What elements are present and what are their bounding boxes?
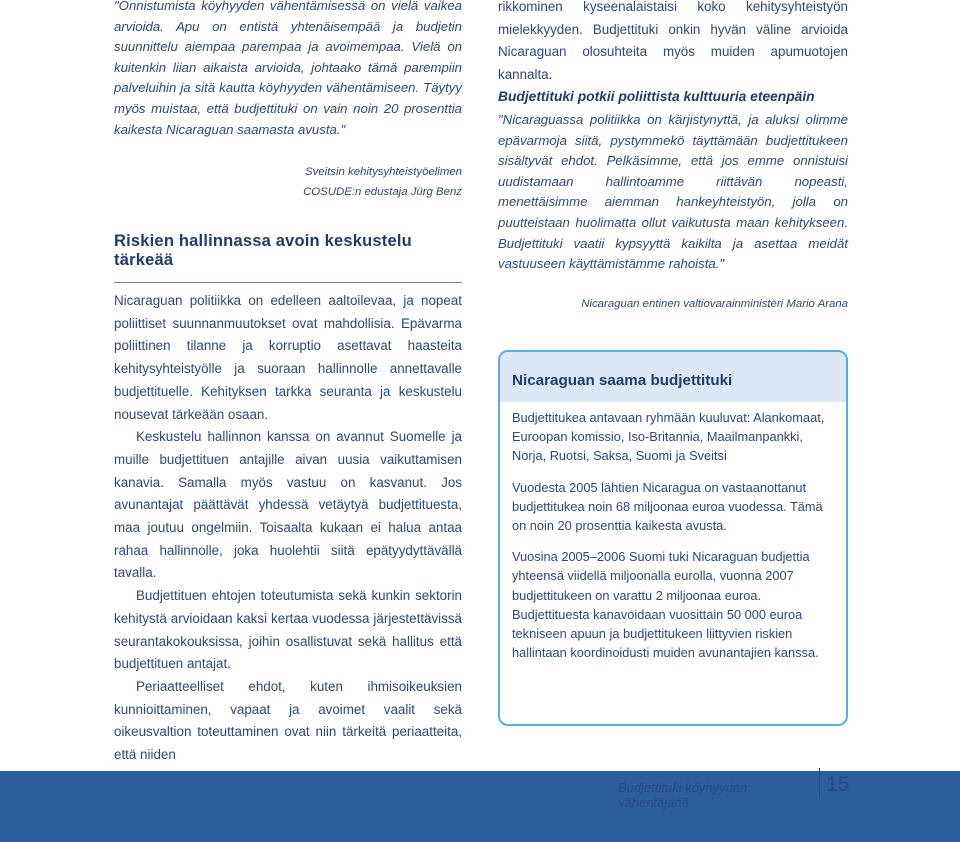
attribution-line-1: Sveitsin kehitysyhteistyöelimen xyxy=(304,166,462,178)
section-heading: Riskien hallinnassa avoin keskustelu tärkeää xyxy=(114,232,462,283)
running-title: Budjettituki köyhyyden vähentäjänä xyxy=(618,780,748,810)
sub-heading: Budjettituki potkii poliittista kulttuuria eteenpäin xyxy=(498,89,815,104)
budget-support-infobox xyxy=(498,350,848,726)
infobox-paragraph: Vuosina 2005–2006 Suomi tuki Nicaraguan budjettia yhteensä viidellä miljoonalla eurolla, vuonna 2007 budjettitukeen on varattu 2 miljoonaa euroa. Budjettituesta kanavoidaan vuosittain 50 000 euroa tekniseen apuun ja budjettitukeen liittyvien riskien hallintaan koordinoidusti muiden avunantajien kanssa. xyxy=(512,549,819,661)
paragraph: Keskustelu hallinnon kanssa on avannut Suomelle ja muille budjettituen antajille aivan uusia vaikuttamisen kanavia. Samalla myös vastuu on kasvanut. Jos avunantajat päättävät yhdessä vetäytyä budjettituesta, maa joutuu ongelmiin. Toisaalta kukaan ei halua antaa rahaa hallinnolle, joka huolehtii siitä epätyydyttävällä tavalla. xyxy=(114,429,462,581)
footer-divider xyxy=(819,768,820,798)
infobox-paragraph: Vuodesta 2005 lähtien Nicaragua on vastaanottanut budjettitukea noin 68 miljoonaa euroa vuodessa. Tämä on noin 20 prosenttia kaikesta avusta. xyxy=(512,479,823,534)
attribution-line-2: COSUDE:n edustaja Jürg Benz xyxy=(303,186,462,198)
paragraph: Nicaraguan politiikka on edelleen aaltoilevaa, ja nopeat poliittiset suunnanmuutokset ovat mahdollisia. Epävarma poliittinen tilanne ja korruptio asettavat haasteita kehitysyhteistyölle ja suoraan hallinnolle annettavalle budjettituelle. Kehityksen tarkka seuranta ja keskustelu nousevat tärkeään osaan. xyxy=(114,293,462,422)
left-body-text xyxy=(114,290,462,767)
paragraph: Periaatteelliset ehdot, kuten ihmisoikeuksien kunnioittaminen, vapaat ja avoimet vaalit sekä oikeusvaltion toteuttaminen ovat niin tärkeitä periaatteita, että niiden xyxy=(114,678,462,763)
page-number: 15 xyxy=(826,773,850,796)
intro-quote: "Onnistumista köyhyyden vähentämisessä on vielä vaikea arvioida. Apu on entistä yhtenäisempää ja budjetin suunnittelu aiempaa parempaa ja avoimempaa. Vielä on kuitenkin liian aikaista arvioida, johtaako tämä parempiin palveluihin ja sitä kautta köyhyyden vähentämiseen. Täytyy myös muistaa, että budjettituki on vain noin 20 prosenttia kaikesta Nicaraguan saamasta avusta." xyxy=(114,0,462,137)
infobox-body xyxy=(500,402,846,662)
minister-quote: "Nicaraguassa politiikka on kärjistynyttä, ja aluksi olimme epävarmoja siitä, pystymmekö täyttämään budjettitukeen sisältyvät ehdot. Pelkäsimme, että jos emme onnistuisi uudistamaan hallintoamme riittävän nopeasti, menettäisimme aiemman hankeyhteistyön, jolla on puutteistaan huolimatta ollut vaikutusta maan kehitykseen. Budjettituki vaatii kypsyyttä kaikilta ja asettaa meidät vastuuseen käyttämistämme rahoista." xyxy=(498,112,848,272)
quote-attribution xyxy=(114,162,462,202)
infobox-paragraph: Budjettitukea antavaan ryhmään kuuluvat: Alankomaat, Euroopan komissio, Iso-Britannia, Maailmanpankki, Norja, Ruotsi, Saksa, Suomi ja Sveitsi xyxy=(512,410,825,464)
paragraph: Budjettituen ehtojen toteutumista sekä kunkin sektorin kehitystä arvioidaan kaksi kertaa vuodessa järjestettävissä seurantakokouksissa, joihin osallistuvat sekä hallitus että budjettituen antajat. xyxy=(114,588,462,672)
continued-paragraph: rikkominen kyseenalaistaisi koko kehitysyhteistyön mielekkyyden. Budjettituki onkin hyvän väline arvioida Nicaraguan olosuhteita myös muiden apumuotojen kannalta. xyxy=(498,0,848,83)
minister-attribution: Nicaraguan entinen valtiovarainministeri Mario Arana xyxy=(581,298,848,310)
infobox-title: Nicaraguan saama budjettituki xyxy=(500,352,846,402)
